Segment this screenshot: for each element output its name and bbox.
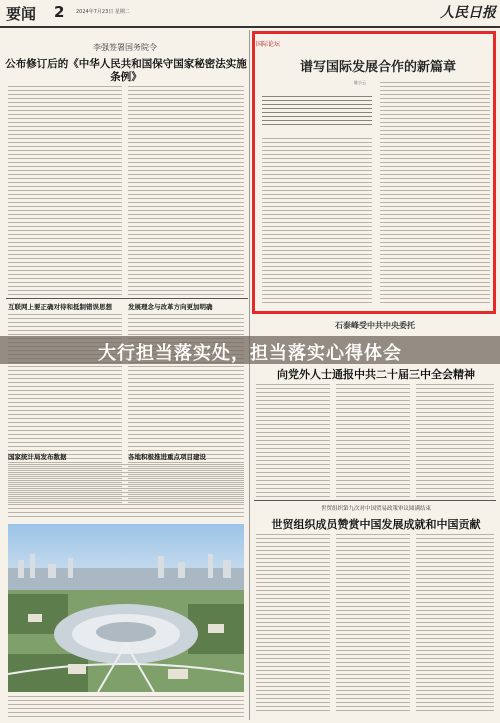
overlay-banner-text: 大行担当落实处，担当落实心得体会 xyxy=(98,343,402,364)
page-number: 2 xyxy=(54,3,65,21)
left-kicker: 李强签署国务院令 xyxy=(93,43,157,52)
aerial-photo xyxy=(8,524,244,692)
left-headline: 公布修订后的《中华人民共和国保守国家秘密法实施条例》 xyxy=(5,58,247,83)
highlight-headline: 谱写国际发展合作的新篇章 xyxy=(299,60,456,75)
column-tag: 国际论坛 xyxy=(256,41,281,48)
right-mid-col1 xyxy=(256,384,330,500)
paper-logo: 人民日报 xyxy=(440,5,496,21)
masthead xyxy=(0,0,500,28)
mid-left-text-wide xyxy=(8,464,244,520)
mid-left-item-3: 国家统计局发布数据 xyxy=(8,453,67,461)
highlight-summary xyxy=(262,96,372,128)
mid-left-item-4: 各地积极推进重点项目建设 xyxy=(128,453,206,461)
overlay-banner xyxy=(0,336,500,364)
left-text-col2 xyxy=(128,86,244,302)
highlight-text-col1 xyxy=(262,138,372,306)
highlight-text-col2 xyxy=(380,82,490,306)
right-bottom-col3 xyxy=(416,534,494,714)
right-bottom-kicker: 世贸组织第九次对中国贸易政策审议圆满结束 xyxy=(320,506,431,512)
divider xyxy=(6,298,248,299)
divider xyxy=(254,500,496,501)
section-name: 要闻 xyxy=(6,5,37,23)
right-mid-col3 xyxy=(416,384,494,500)
mid-left-item-2: 发展理念与改革方向更加明确 xyxy=(128,303,213,311)
city-photo-illustration xyxy=(8,524,244,692)
right-mid-kicker: 石泰峰受中共中央委托 xyxy=(335,320,415,330)
right-bottom-headline: 世贸组织成员赞赏中国发展成就和中国贡献 xyxy=(271,518,481,531)
mid-left-item-1: 互联网上要正确对待和抵制错误思想 xyxy=(8,303,112,311)
column-divider xyxy=(249,30,250,720)
author-byline: 陈小云 xyxy=(354,80,366,85)
right-mid-headline: 向党外人士通报中共二十届三中全会精神 xyxy=(277,368,475,381)
right-bottom-col1 xyxy=(256,534,330,714)
right-mid-col2 xyxy=(336,384,410,500)
issue-date: 2024年7月23日 星期二 xyxy=(76,9,130,15)
left-text-col1 xyxy=(8,86,122,302)
photo-caption xyxy=(8,696,244,720)
right-bottom-col2 xyxy=(336,534,410,714)
